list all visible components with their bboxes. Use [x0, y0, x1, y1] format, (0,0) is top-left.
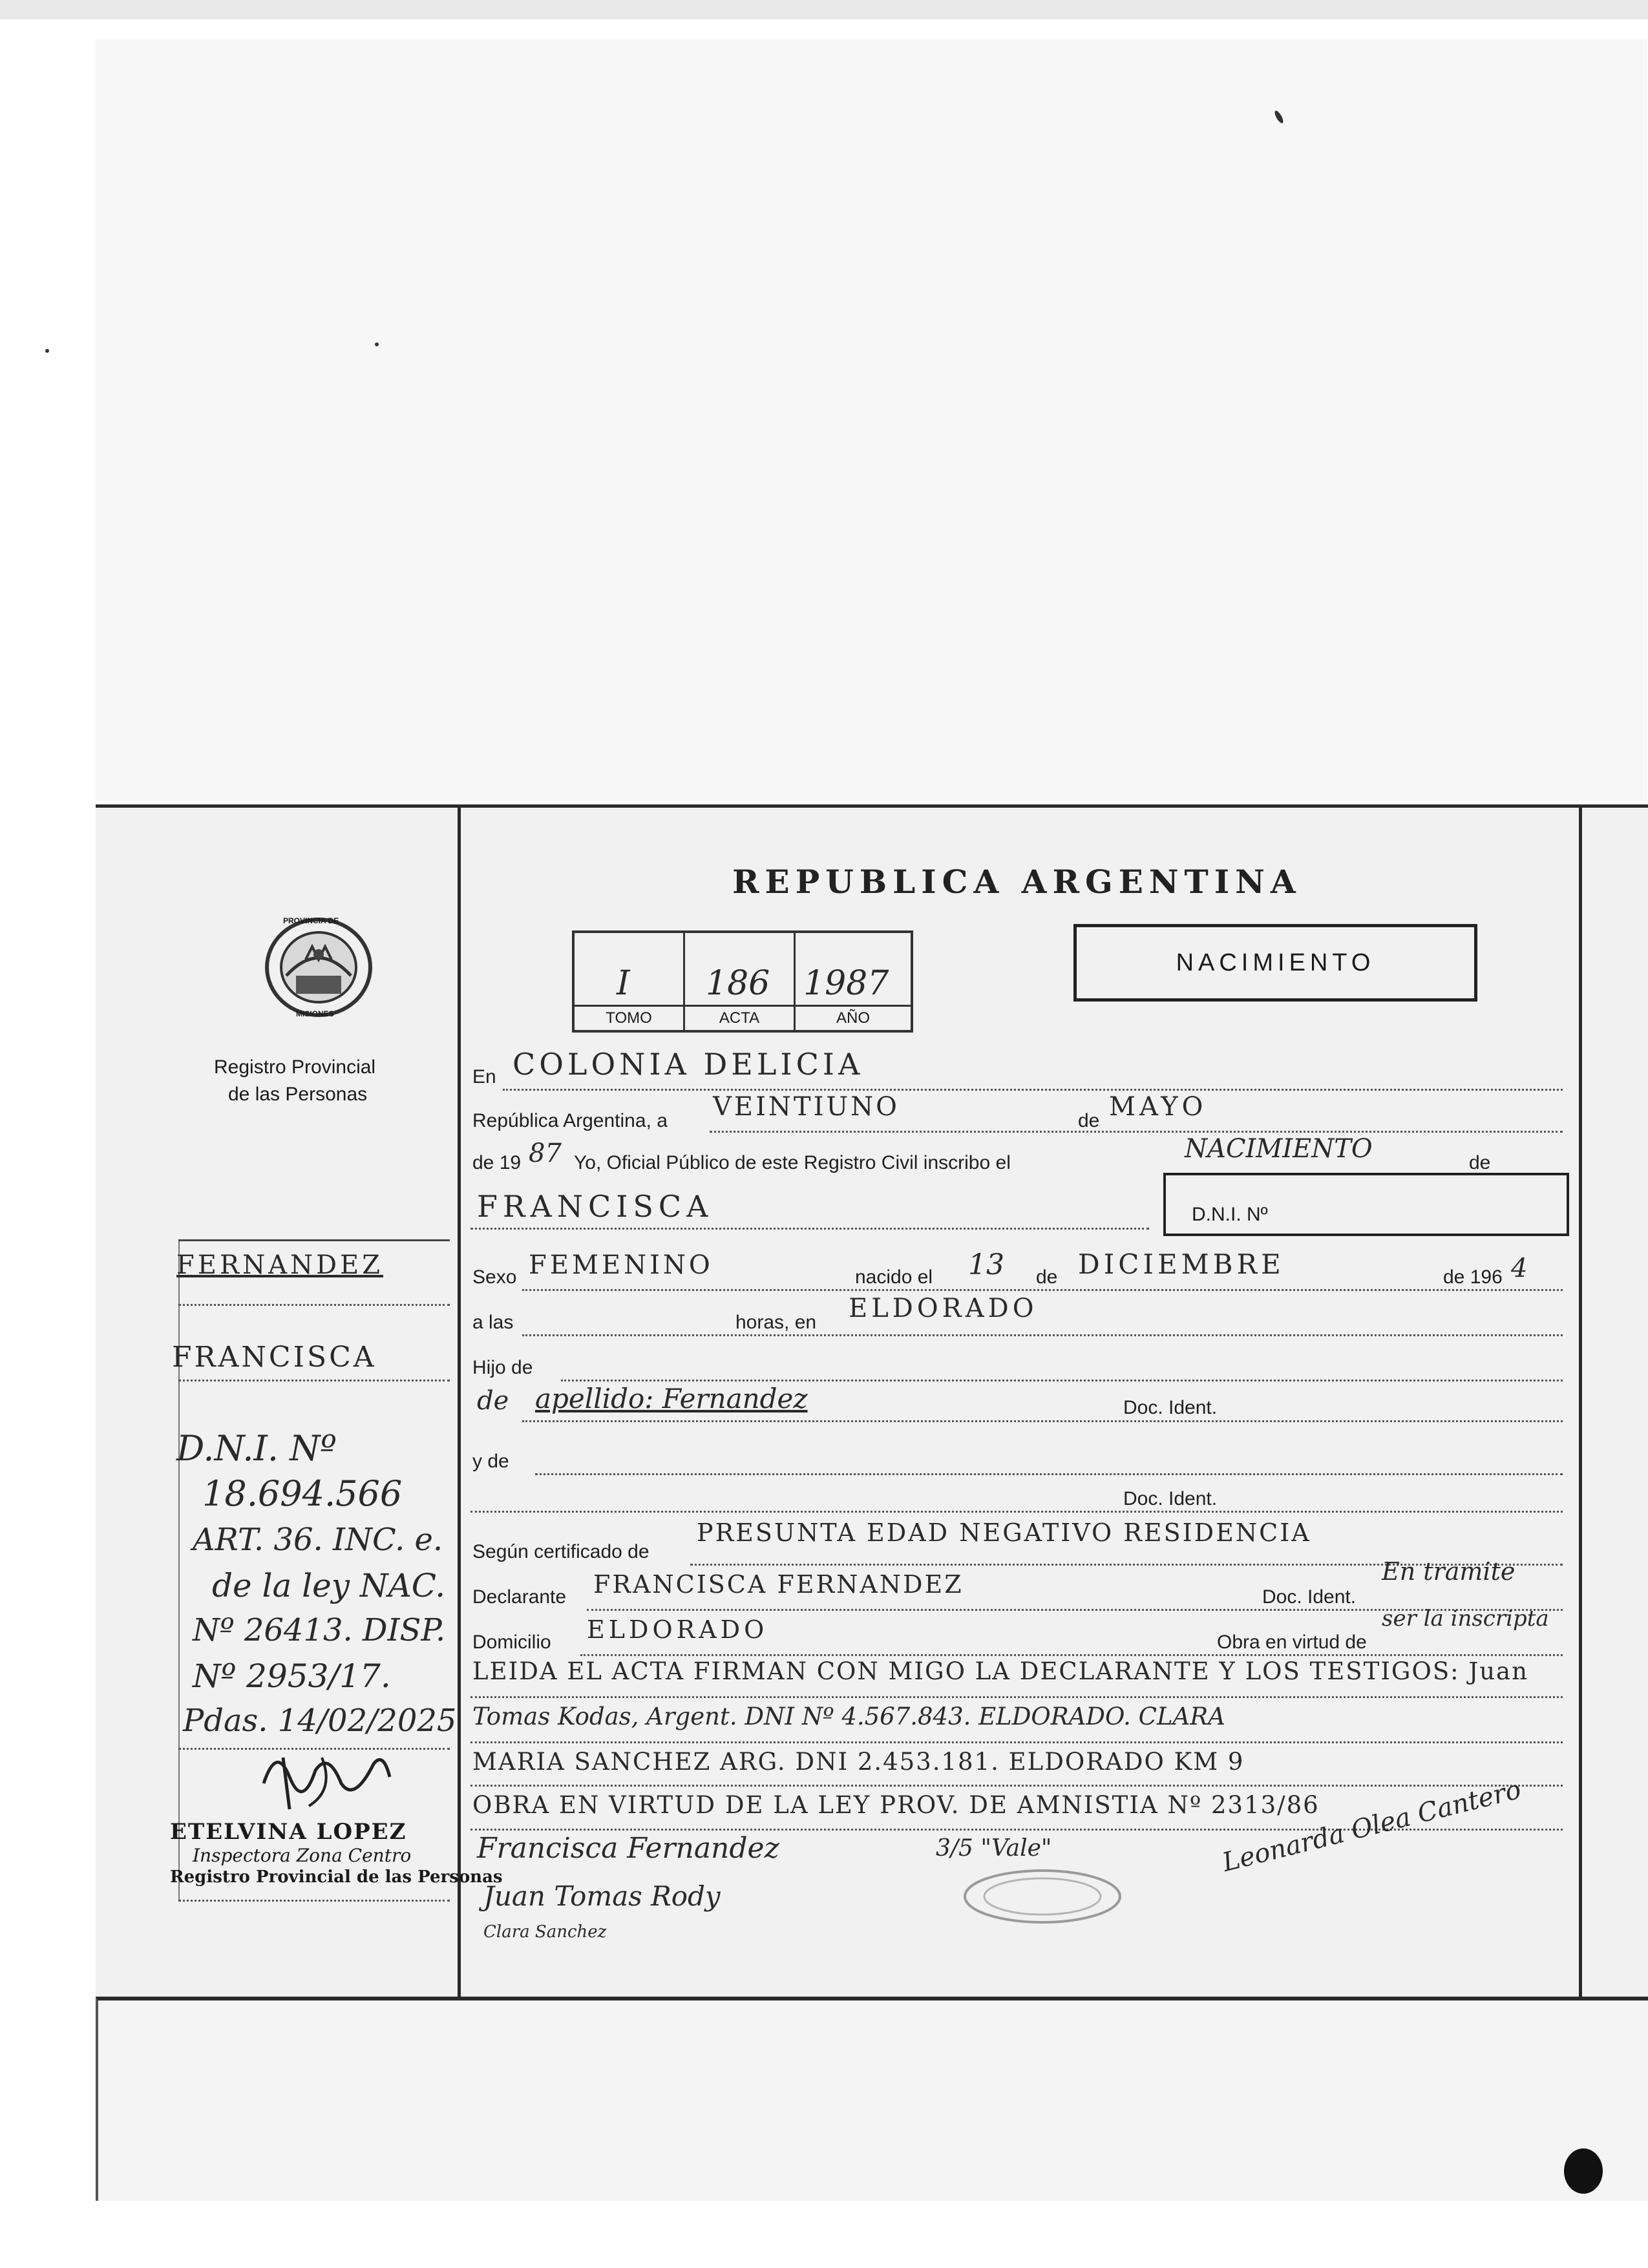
left-margin-line [178, 1241, 180, 1900]
margin-rule [178, 1239, 450, 1241]
date-line [710, 1131, 1563, 1133]
en-line [503, 1089, 1563, 1091]
margin-note: D.N.I. Nº [176, 1428, 337, 1469]
domicilio-label: Domicilio [472, 1632, 551, 1653]
republica-label: República Argentina, a [472, 1110, 668, 1131]
record-box [572, 930, 913, 1033]
doc-ident-2: Doc. Ident. [1123, 1488, 1218, 1509]
margin-surname: FERNANDEZ [176, 1250, 384, 1280]
margin-note: ART. 36. INC. e. [193, 1522, 443, 1558]
note-line: LEIDA EL ACTA FIRMAN CON MIGO LA DECLARANTE Y LOS TESTIGOS: Juan [472, 1657, 1528, 1685]
right-border [1579, 808, 1582, 1998]
tomo-label: TOMO [575, 1005, 683, 1030]
margin-dotted [178, 1380, 450, 1381]
year-value: 87 [529, 1139, 562, 1168]
domicilio-value: ELDORADO [587, 1615, 768, 1644]
stamp-org: Registro Provincial de las Personas [170, 1867, 503, 1887]
birth-year-value: 4 [1511, 1254, 1528, 1283]
oficial-text: Yo, Oficial Público de este Registro Civil inscribo el [574, 1152, 1011, 1173]
ano-value: 1987 [803, 964, 889, 1003]
registry-name-line2: de las Personas [228, 1084, 368, 1105]
doc-ident-1: Doc. Ident. [1123, 1397, 1218, 1418]
hijo-label: Hijo de [472, 1357, 533, 1378]
sexo-label: Sexo [472, 1266, 517, 1288]
acta-label: ACTA [685, 1005, 794, 1030]
sexo-value: FEMENINO [529, 1250, 713, 1280]
name-line [470, 1228, 1149, 1230]
doc-type-box [1073, 924, 1477, 1002]
hijo-line [561, 1380, 1563, 1381]
note-line: OBRA EN VIRTUD DE LA LEY PROV. DE AMNISTIA Nº 2313/86 [472, 1791, 1320, 1819]
acta-value: 186 [706, 964, 770, 1003]
faded-stamp-icon [962, 1867, 1123, 1926]
note-line: MARIA SANCHEZ ARG. DNI 2.453.181. ELDORADO KM 9 [472, 1748, 1245, 1776]
birth-month: DICIEMBRE [1078, 1248, 1285, 1280]
country-title: REPUBLICA ARGENTINA [732, 863, 1302, 901]
margin-note: de la ley NAC. [212, 1567, 446, 1604]
note-rule [470, 1696, 1563, 1698]
registry-name-line1: Registro Provincial [214, 1056, 376, 1078]
en-value: COLONIA DELICIA [512, 1047, 864, 1082]
segun-label: Según certificado de [472, 1541, 650, 1562]
segun-value: PRESUNTA EDAD NEGATIVO RESIDENCIA [697, 1518, 1311, 1547]
signature-official: Leonarda Olea Cantero [1219, 1774, 1525, 1878]
day-value: VEINTIUNO [713, 1092, 900, 1122]
padre-line [470, 1511, 1563, 1513]
seal-text-top: PROVINCIA DE [283, 916, 339, 925]
signature-declarante: Francisca Fernandez [477, 1832, 779, 1865]
de3-label: de [1036, 1266, 1058, 1288]
note-line: Tomas Kodas, Argent. DNI Nº 4.567.843. ELDORADO. CLARA [472, 1703, 1225, 1730]
nacido-label: nacido el [855, 1266, 933, 1288]
acto-value: NACIMIENTO [1185, 1134, 1373, 1164]
signature-witness-1: Juan Tomas Rody [483, 1880, 721, 1912]
margin-dotted [178, 1304, 450, 1306]
stamp-title: Inspectora Zona Centro [193, 1845, 412, 1866]
tomo-value: I [617, 964, 630, 1003]
misiones-seal-icon [260, 914, 377, 1021]
de2-label: de [1469, 1152, 1491, 1173]
blank-upper-page [96, 39, 1647, 801]
madre-line [522, 1420, 1563, 1422]
place-value: ELDORADO [849, 1294, 1038, 1323]
signature-witness-2: Clara Sanchez [483, 1922, 607, 1942]
domicilio-line [580, 1654, 1563, 1656]
de-madre: de [477, 1386, 509, 1416]
scan-top-edge [0, 0, 1648, 19]
madre-value: apellido: Fernandez [535, 1383, 808, 1414]
seal-text-bottom: MISIONES [296, 1009, 334, 1018]
scan-speck [45, 349, 49, 353]
doc-type: NACIMIENTO [1176, 949, 1375, 976]
de-label: de [1078, 1110, 1100, 1131]
name-value: FRANCISCA [477, 1189, 713, 1224]
obra-label: Obra en virtud de [1217, 1632, 1367, 1653]
scan-speck [375, 342, 379, 346]
yde-line [535, 1473, 1563, 1475]
margin-note: Pdas. 14/02/2025 [183, 1703, 457, 1739]
margin-dotted [178, 1900, 450, 1902]
dni-label: D.N.I. Nº [1192, 1204, 1268, 1225]
scan-blot [1564, 2148, 1603, 2194]
obra-value: ser la inscripta [1382, 1606, 1549, 1632]
declarante-value: FRANCISCA FERNANDEZ [593, 1570, 964, 1599]
month-value: MAYO [1109, 1092, 1207, 1122]
inspector-signature [244, 1738, 399, 1816]
signature-vale: 3/5 "Vale" [936, 1835, 1052, 1862]
ano-label: AÑO [796, 1005, 911, 1030]
yde-label: y de [472, 1451, 509, 1472]
birth-certificate [96, 804, 1648, 2000]
birth-year-label: de 196 [1443, 1266, 1503, 1288]
note-rule [470, 1785, 1563, 1787]
birth-day: 13 [968, 1248, 1004, 1281]
dni-box [1163, 1173, 1569, 1236]
lower-page-edge [96, 1997, 1648, 2201]
margin-note: Nº 26413. DISP. [193, 1612, 446, 1648]
horas-label: horas, en [735, 1312, 817, 1333]
doc-ident-3: Doc. Ident. [1262, 1586, 1357, 1608]
margin-given: FRANCISCA [172, 1341, 377, 1374]
margin-note: 18.694.566 [202, 1473, 403, 1514]
year-prefix: de 19 [472, 1152, 522, 1173]
margin-divider [458, 808, 461, 1998]
note-rule [470, 1741, 1563, 1743]
alas-label: a las [472, 1312, 514, 1333]
doc-ident-3-value: En tramite [1382, 1557, 1516, 1586]
birth-line [522, 1289, 1563, 1291]
margin-note: Nº 2953/17. [193, 1657, 391, 1695]
stamp-name: ETELVINA LOPEZ [170, 1819, 407, 1845]
en-label: En [472, 1066, 496, 1087]
place-line [522, 1334, 1563, 1336]
declarante-label: Declarante [472, 1586, 567, 1608]
